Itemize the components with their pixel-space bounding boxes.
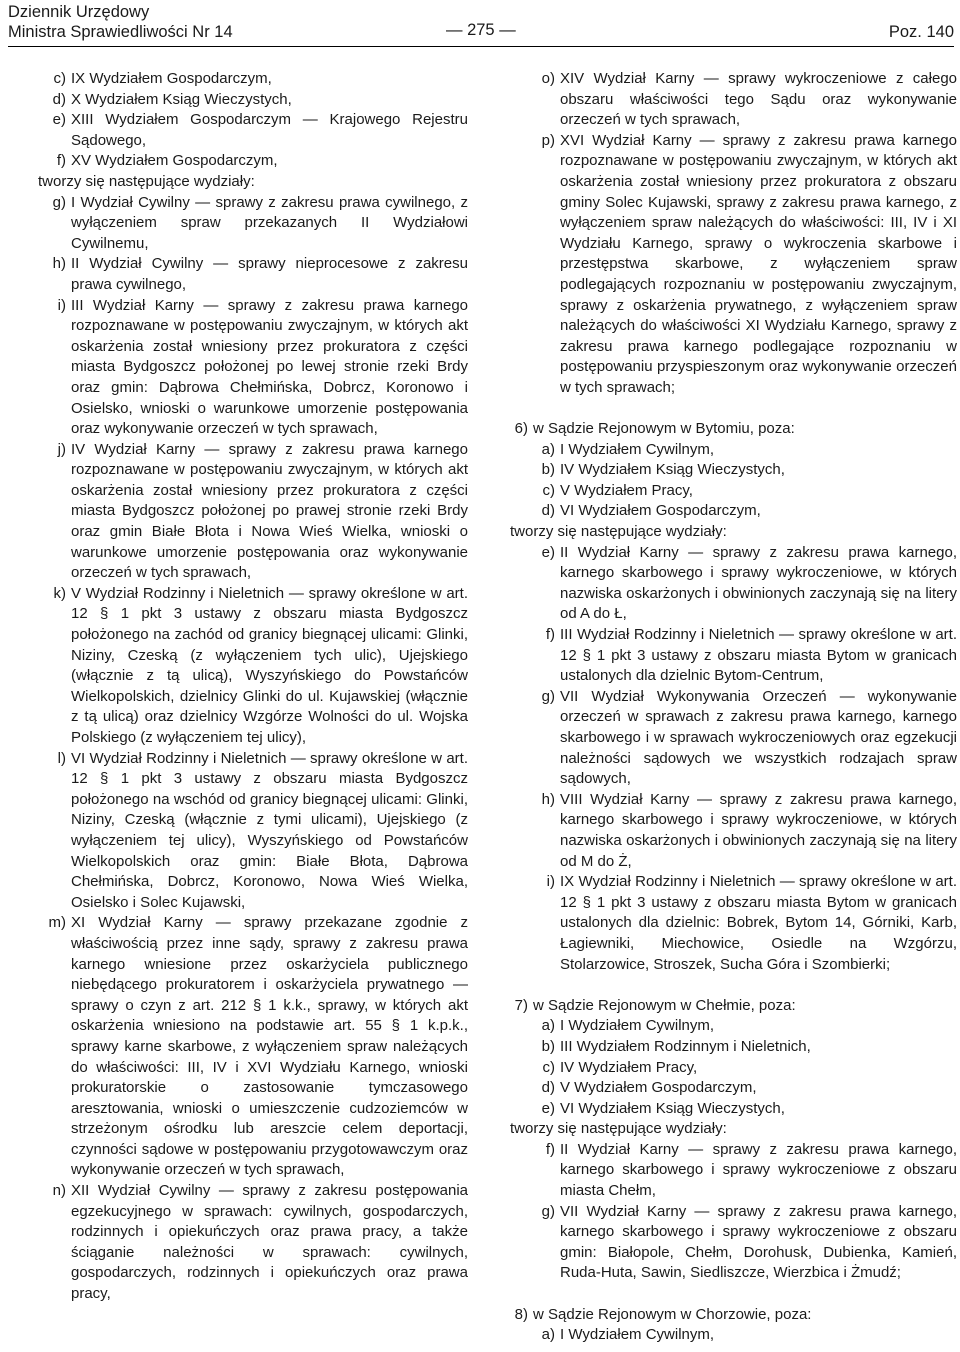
item-marker: d) xyxy=(52,90,66,108)
item-text: tworzy się następujące wydziały: xyxy=(510,1120,727,1138)
item-marker: 6) xyxy=(514,420,528,438)
list-item xyxy=(530,440,957,461)
item-text: w Sądzie Rejonowym w Chorzowie, poza: xyxy=(533,1305,812,1323)
list-item xyxy=(38,296,468,440)
list-item xyxy=(510,996,957,1017)
item-text: III Wydział Karny — sprawy z zakresu prawa karnego rozpoznawane w postępowaniu zwyczajnym, w których akt oskarżenia został wniesiony przez prokuratora z części miasta Bydgoszcz położonej po lewej stronie rzeki Brdy oraz gmin: Dąbrowa Chełmińska, Dobrcz, Koronowo i Osielsko, wnioski o warunkowe umorzenie postępowania oraz wykonywanie orzeczeń w tych sprawach, xyxy=(71,296,468,438)
item-text: XV Wydziałem Gospodarczym, xyxy=(71,152,278,170)
list-item xyxy=(38,584,468,749)
item-marker: o) xyxy=(541,70,555,87)
item-text: XVI Wydział Karny — sprawy z zakresu prawa karnego rozpoznawane w postępowaniu zwyczajnym, w których akt oskarżenia został wniesiony przez prokuratora z obszaru gminy Solec Kujawski, sprawy z zakresu prawa karnego, z wyłączeniem spraw należących do właściwości: III, IV i XI Wydziału Karnego, sprawy o wykroczenia skarbowe i przestępstwa skarbowe, z wyłączeniem spraw podlegających rozpoznaniu w postępowaniu zwyczajnym, sprawy z oskarżenia prywatnego, z wyłączeniem spraw należących do właściwości XI Wydziału Karnego, sprawy z zakresu prawa karnego podlegające rozpoznaniu w postępowaniu przyspieszonym oraz wykonywanie orzeczeń w tych sprawach; xyxy=(560,131,957,396)
item-text: VI Wydział Rodzinny i Nieletnich — sprawy określone w art. 12 § 1 pkt 3 ustawy z obszaru miasta Bydgoszcz położonego na wschód od granicy biegnącej ulicami: Glinki, Niziny, Czeską (włącznie z tymi ulicami), Ujejskiego (z wyłączeniem tej ulicy), Wyszyńskiego od Powstańców Wielkopolskich oraz gmin: Białe Błota, Dąbrowa Chełmińska, Dobrcz, Koronowo, Nowa Wieś Wielka, Osielsko i Solec Kujawski, xyxy=(71,749,468,911)
list-item xyxy=(510,1119,957,1140)
paragraph-gap xyxy=(510,1284,957,1305)
list-item xyxy=(530,481,957,502)
item-marker: a) xyxy=(541,440,555,458)
item-text: III Wydział Rodzinny i Nieletnich — sprawy określone w art. 12 § 1 pkt 3 ustawy z obszaru miasta Bytom w granicach ustalonych dla dzielnic Bytom-Centrum, xyxy=(560,626,957,685)
list-item xyxy=(38,151,468,172)
item-text: IV Wydziałem Ksiąg Wieczystych, xyxy=(560,461,785,479)
item-marker: e) xyxy=(52,111,66,129)
list-item xyxy=(530,687,957,790)
item-text: I Wydział Cywilny — sprawy z zakresu prawa cywilnego, z wyłączeniem spraw przekazanych II Wydziałowi Cywilnemu, xyxy=(71,193,468,252)
list-item xyxy=(530,1325,957,1346)
item-text: XIV Wydział Karny — sprawy wykroczeniowe z całego obszaru właściwości tego Sądu oraz wykonywanie orzeczeń w tych sprawach, xyxy=(560,70,957,129)
list-item xyxy=(530,460,957,481)
item-text: V Wydział Rodzinny i Nieletnich — sprawy określone w art. 12 § 1 pkt 3 ustawy z obszaru miasta Bydgoszcz położonego na zachód od granicy biegnącej ulicami: Glinki, Niziny, Czeską (z wyłączeniem tych ulic), Ujejskiego (włącznie z tą ulicą), Wyszyńskiego do Powstańców Wielkopolskich, dzielnicy Glinki do ul. Kujawskiej (włącznie z tą ulicą) oraz dzielnicy Wzgórze Wolności do ul. Wojska Polskiego (z wyłączeniem tej ulicy), xyxy=(71,584,468,746)
position-number: Poz. 140 xyxy=(888,23,954,41)
item-text: VI Wydziałem Gospodarczym, xyxy=(560,502,761,520)
item-marker: g) xyxy=(541,687,555,705)
list-item xyxy=(38,913,468,1181)
list-item xyxy=(530,501,957,522)
item-marker: f) xyxy=(545,1140,555,1158)
list-item xyxy=(530,131,957,399)
item-marker: i) xyxy=(546,873,555,891)
list-item xyxy=(530,543,957,625)
item-marker: i) xyxy=(57,296,66,314)
item-text: V Wydziałem Pracy, xyxy=(560,481,693,499)
item-marker: 8) xyxy=(514,1305,528,1323)
item-marker: e) xyxy=(541,543,555,561)
item-text: III Wydziałem Rodzinnym i Nieletnich, xyxy=(560,1037,811,1055)
list-item xyxy=(530,1058,957,1079)
item-text: II Wydział Karny — sprawy z zakresu prawa karnego, karnego skarbowego i sprawy wykroczeniowe z obszaru miasta Chełm, xyxy=(560,1140,957,1200)
list-item xyxy=(38,110,468,151)
list-item xyxy=(530,872,957,975)
item-marker: h) xyxy=(541,790,555,808)
right-column xyxy=(510,69,957,1346)
page-number: — 275 — xyxy=(446,21,516,39)
item-marker: a) xyxy=(541,1017,555,1035)
item-text: VII Wydział Karny — sprawy z zakresu prawa karnego, karnego skarbowego i sprawy wykroczeniowe z obszaru gmin: Białopole, Chełm, Dorohusk, Dubienka, Kamień, Ruda-Huta, Sawin, Siedliszcze, Wierzbica i Żmudź; xyxy=(560,1202,957,1282)
list-item xyxy=(530,1099,957,1120)
item-marker: k) xyxy=(53,584,66,602)
list-item xyxy=(530,1016,957,1037)
list-item xyxy=(38,1181,468,1305)
item-marker: h) xyxy=(52,255,66,273)
item-text: VII Wydział Wykonywania Orzeczeń — wykonywanie orzeczeń w sprawach z zakresu prawa karnego, karnego skarbowego i w sprawach wykroczeniowych oraz egzekucji należności sądowych we wszystkich rodzajach spraw sądowych, xyxy=(560,687,957,788)
item-marker: f) xyxy=(545,626,555,644)
list-item xyxy=(530,625,957,687)
item-marker: f) xyxy=(56,152,66,170)
list-item xyxy=(530,1037,957,1058)
item-text: II Wydział Cywilny — sprawy nieprocesowe z zakresu prawa cywilnego, xyxy=(71,255,468,293)
item-marker: c) xyxy=(53,70,66,87)
item-marker: b) xyxy=(541,1037,555,1055)
item-text: XI Wydział Karny — sprawy przekazane zgodnie z właściwością przez inne sądy, sprawy z zakresu prawa karnego wniesione przez oskarżyciela publicznego niebędącego prokuratorem i oskarżyciela prywatnego — sprawy o czyn z art. 212 § 1 k.k., sprawy, w których akt oskarżenia wniesiono na podstawie art. 55 § 1 k.p.k., sprawy karne skarbowe, z wyłączeniem spraw należących do właściwości: III, IV i XVI Wydziału Karnego, wnioski prokuratorskie o zastosowanie tymczasowego aresztowania, wnioski o umieszczenie cudzoziemców w strzeżonym ośrodku lub areszcie celem deportacji, czynności sądowe w postępowaniu przygotowawczym oraz wykonywanie orzeczeń w tych sprawach, xyxy=(71,914,468,1179)
item-marker: 7) xyxy=(514,996,528,1014)
item-text: IX Wydziałem Gospodarczym, xyxy=(71,70,272,87)
item-text: IV Wydziałem Pracy, xyxy=(560,1058,698,1076)
item-marker: e) xyxy=(541,1099,555,1117)
list-item xyxy=(530,69,957,131)
item-marker: c) xyxy=(542,1058,555,1076)
item-text: I Wydziałem Cywilnym, xyxy=(560,1017,715,1035)
item-marker: j) xyxy=(57,440,66,458)
list-item xyxy=(530,790,957,872)
list-item xyxy=(530,1078,957,1099)
item-marker: n) xyxy=(52,1182,66,1200)
item-text: tworzy się następujące wydziały: xyxy=(510,523,727,541)
item-marker: a) xyxy=(541,1326,555,1344)
list-item xyxy=(38,440,468,584)
list-item xyxy=(38,749,468,914)
item-marker: l) xyxy=(57,749,66,767)
item-text: VIII Wydział Karny — sprawy z zakresu prawa karnego, karnego skarbowego i sprawy wykroczeniowe, w których nazwiska oskarżonych i obwinionych zaczynają się na litery od M do Ż, xyxy=(560,790,957,870)
item-text: XIII Wydziałem Gospodarczym — Krajowego Rejestru Sądowego, xyxy=(71,111,468,149)
item-text: II Wydział Karny — sprawy z zakresu prawa karnego, karnego skarbowego i sprawy wykroczeniowe, w których nazwiska oskarżonych i obwinionych zaczynają się na litery od A do Ł, xyxy=(560,543,957,623)
list-item xyxy=(38,254,468,295)
item-marker: d) xyxy=(541,502,555,520)
list-item xyxy=(510,419,957,440)
item-text: X Wydziałem Ksiąg Wieczystych, xyxy=(71,90,292,108)
item-marker: p) xyxy=(541,131,555,149)
paragraph-gap xyxy=(510,399,957,420)
item-text: XII Wydział Cywilny — sprawy z zakresu postępowania egzekucyjnego w sprawach: cywilnych, gospodarczych, rodzinnych i opiekuńczych oraz prawa pracy, a także ściąganie należności w sprawach: cywilnych, gospodarczych, rodzinnych i opiekuńczych oraz prawa pracy, xyxy=(71,1182,468,1303)
item-text: w Sądzie Rejonowym w Chełmie, poza: xyxy=(533,996,796,1014)
item-marker: m) xyxy=(48,914,66,932)
item-text: tworzy się następujące wydziały: xyxy=(38,172,255,190)
item-text: w Sądzie Rejonowym w Bytomiu, poza: xyxy=(533,420,795,438)
item-text: V Wydziałem Gospodarczym, xyxy=(560,1079,757,1097)
item-marker: d) xyxy=(541,1079,555,1097)
header-rule xyxy=(8,46,954,47)
paragraph-gap xyxy=(510,975,957,996)
list-item xyxy=(38,172,468,193)
list-item xyxy=(38,193,468,255)
item-marker: b) xyxy=(541,461,555,479)
item-text: I Wydziałem Cywilnym, xyxy=(560,1326,715,1344)
item-text: IV Wydział Karny — sprawy z zakresu prawa karnego rozpoznawane w postępowaniu zwyczajnym, w których akt oskarżenia został wniesiony przez prokuratora z części miasta Bydgoszcz położonej po prawej stronie rzeki Brdy oraz gmin Białe Błota i Nowa Wieś Wielka, wnioski o warunkowe umorzenie postępowania oraz wykonywanie orzeczeń w tych sprawach, xyxy=(71,440,468,582)
page-header xyxy=(8,2,954,48)
list-item xyxy=(530,1140,957,1202)
list-item xyxy=(510,1305,957,1326)
item-marker: c) xyxy=(542,481,555,499)
ministry-issue: Ministra Sprawiedliwości Nr 14 xyxy=(8,23,233,41)
left-column xyxy=(38,69,468,1305)
list-item xyxy=(510,522,957,543)
list-item xyxy=(38,90,468,111)
item-marker: g) xyxy=(541,1202,555,1220)
item-marker: g) xyxy=(52,193,66,211)
list-item xyxy=(530,1202,957,1284)
item-text: IX Wydział Rodzinny i Nieletnich — sprawy określone w art. 12 § 1 pkt 3 ustawy z obszaru miasta Bytom w granicach ustalonych dla dzielnic: Bobrek, Bytom 14, Górniki, Karb, Łagiewniki, Miechowice, Osiedle na Wzgórzu, Stolarzowice, Stroszek, Sucha Góra i Szombierki; xyxy=(560,873,957,973)
list-item xyxy=(38,69,468,90)
journal-title: Dziennik Urzędowy xyxy=(8,3,150,21)
item-text: VI Wydziałem Ksiąg Wieczystych, xyxy=(560,1099,785,1117)
item-text: I Wydziałem Cywilnym, xyxy=(560,440,715,458)
